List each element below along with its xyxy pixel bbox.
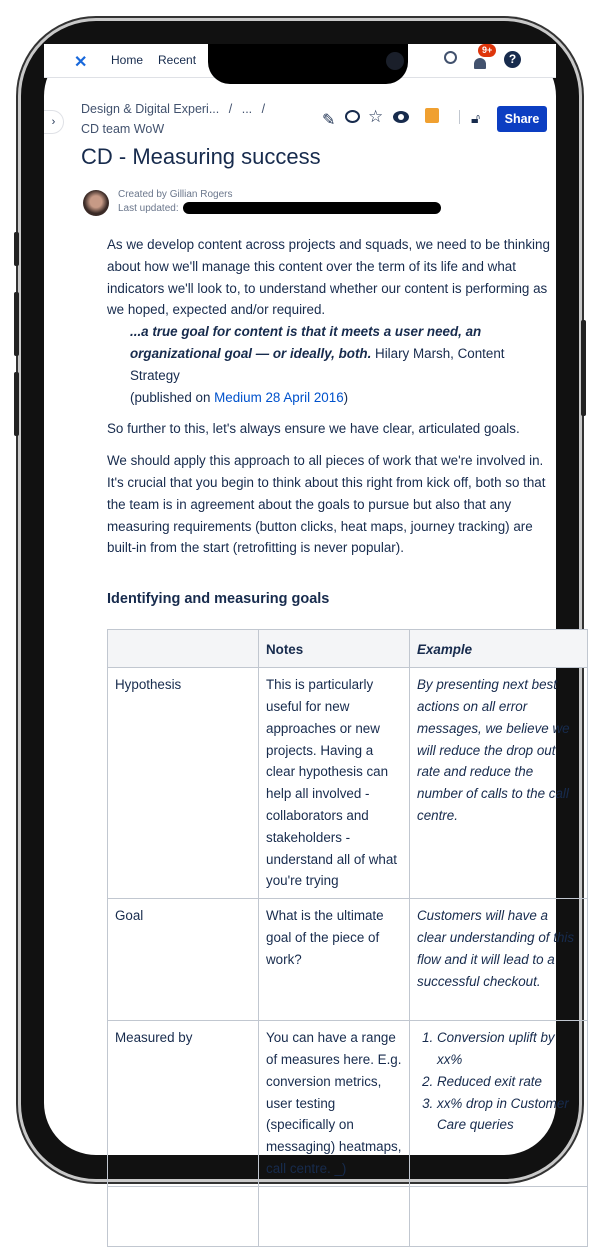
breadcrumb-space[interactable]: Design & Digital Experi...	[81, 102, 220, 116]
edit-icon[interactable]: ✎	[322, 112, 336, 129]
phone-volume-up	[14, 292, 19, 356]
page-title: CD - Measuring success	[81, 144, 321, 169]
quote-pub-end: )	[343, 389, 349, 405]
row-example: Customers will have a clear understanding of this flow and it will lead to a successful checkout.	[410, 899, 588, 1021]
quote	[107, 321, 555, 408]
row-example: By presenting next best actions on all error messages, we believe we will reduce the drop out rate and reduce the number of calls to the call centre.	[410, 668, 588, 899]
redacted-date	[183, 202, 441, 214]
watch-icon[interactable]	[393, 111, 409, 123]
table-header-row	[108, 630, 588, 668]
row-label: Measured by	[108, 1021, 259, 1187]
quote-text: ...a true goal for content is that it meets a user need, an organizational goal — or ideally, both.	[130, 324, 482, 361]
section-heading: Identifying and measuring goals	[107, 591, 330, 608]
row-notes: This is particularly useful for new approaches or new projects. Having a clear hypothesis can help all involved - collaborators and stakeholders - understand all of what you're trying	[259, 668, 410, 899]
notch	[208, 44, 408, 84]
breadcrumb-parent[interactable]: CD team WoW	[81, 122, 165, 136]
table-row	[108, 1021, 588, 1187]
approach-paragraph: We should apply this approach to all pieces of work that we're involved in. It's crucial that you begin to think about this right from kick off, both so that the team is in agreement about the goals to pursue but also that any measuring requirements (button clicks, heat maps, journey tracking) are built-in from the start (retrofitting is never popular).	[107, 453, 546, 556]
last-updated-label: Last updated:	[118, 203, 179, 214]
row-notes: You can have a range of measures here. E.g. conversion metrics, user testing (specifically on messaging) heatmaps, call centre. _)	[259, 1021, 410, 1187]
breadcrumb-separator: /	[228, 102, 233, 116]
goals-table	[107, 629, 588, 1247]
quote-pub: (published on	[130, 389, 215, 405]
page-body	[107, 234, 575, 1247]
notification-badge: 9+	[478, 44, 496, 57]
divider	[459, 110, 460, 124]
table-row	[108, 899, 588, 1021]
medium-link[interactable]: Medium 28 April 2016	[214, 389, 344, 405]
goals-paragraph: So further to this, let's always ensure we have clear, articulated goals.	[107, 421, 520, 437]
quote-author: Hilary Marsh, Content Strategy	[130, 345, 505, 383]
list-item: 2. Reduced exit rate	[437, 1071, 580, 1093]
search-icon[interactable]	[444, 51, 457, 64]
notifications-icon[interactable]	[474, 58, 486, 69]
table-row	[108, 668, 588, 899]
phone-power-button	[581, 320, 586, 416]
phone-volume-down	[14, 372, 19, 436]
avatar[interactable]	[83, 190, 109, 216]
comment-icon[interactable]	[345, 110, 360, 123]
page-content	[44, 44, 575, 1176]
nav-recent[interactable]: Recent	[158, 53, 197, 67]
nav-home[interactable]: Home	[111, 53, 144, 67]
header-cell	[108, 630, 259, 668]
phone-side-button	[14, 232, 19, 266]
row-example	[410, 1021, 588, 1187]
star-icon[interactable]: ☆	[368, 107, 384, 126]
row-label: Hypothesis	[108, 668, 259, 899]
created-by[interactable]: Created by Gillian Rogers	[118, 189, 233, 200]
table-row	[108, 1187, 588, 1247]
screen	[44, 44, 575, 1176]
breadcrumb-ellipsis[interactable]: ...	[241, 102, 253, 116]
row-notes: What is the ultimate goal of the piece of work?	[259, 899, 410, 1021]
help-icon[interactable]: ?	[504, 51, 521, 68]
share-button[interactable]: Share	[497, 106, 547, 132]
breadcrumb	[81, 102, 271, 116]
camera	[386, 52, 404, 70]
unlock-icon[interactable]: 🔓︎	[471, 110, 481, 126]
list-item: 1. Conversion uplift by xx%	[437, 1027, 580, 1071]
header-example: Example	[410, 630, 588, 668]
intro-paragraph: As we develop content across projects and squads, we need to be thinking about how we'll manage this content over the term of its life and what indicators we'll look to, to understand whether our content is performing as we hoped, expected and/or required.	[107, 237, 550, 318]
confluence-logo-icon[interactable]: ✕	[74, 54, 88, 71]
header-notes: Notes	[259, 630, 410, 668]
list-item: 3. xx% drop in Customer Care queries	[437, 1093, 580, 1137]
row-label: Goal	[108, 899, 259, 1021]
new-feature-icon[interactable]	[425, 108, 439, 123]
breadcrumb-separator: /	[261, 102, 266, 116]
expand-sidebar-button[interactable]: ›	[44, 110, 64, 134]
